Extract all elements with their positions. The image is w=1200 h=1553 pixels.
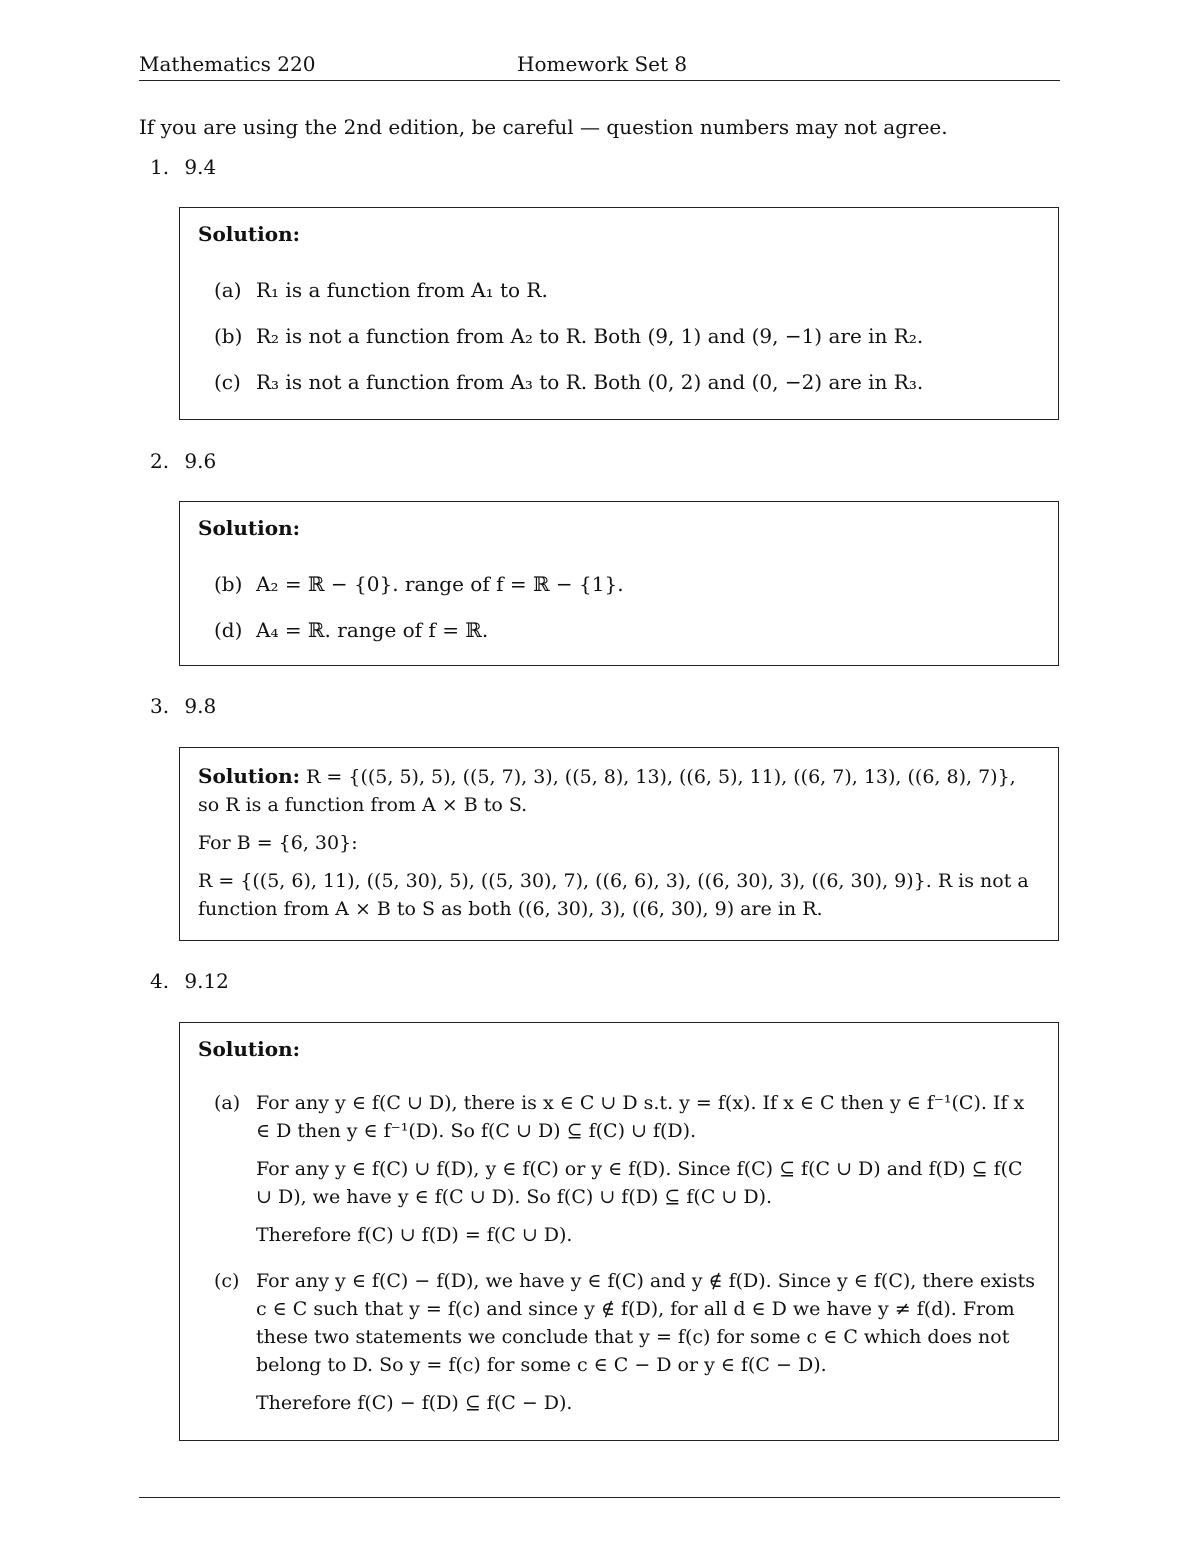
question-ref: 9.6 bbox=[184, 449, 217, 473]
item-paragraph: For any y ∈ f(C ∪ D), there is x ∈ C ∪ D s.t. y = f(x). If x ∈ C then y ∈ f⁻¹(C). If x ∈ D then y ∈ f⁻¹(D). So f(C ∪ D) ⊆ f(C) ∪ f(D). bbox=[256, 1092, 1025, 1142]
item-paragraph: Therefore f(C) − f(D) ⊆ f(C − D). bbox=[256, 1392, 573, 1414]
solution-paragraph bbox=[198, 762, 1040, 819]
item-text: A₄ = ℝ. range of f = ℝ. bbox=[256, 618, 489, 642]
solution-paragraph: For B = {6, 30}: bbox=[198, 832, 358, 854]
homework-title: Homework Set 8 bbox=[517, 52, 688, 76]
item-text: R₁ is a function from A₁ to R. bbox=[256, 278, 548, 302]
question-number: 2. bbox=[150, 449, 170, 473]
solution-text: R = {((5, 5), 5), ((5, 7), 3), ((5, 8), 13), ((6, 5), 11), ((6, 7), 13), ((6, 8), 7)}, so R is a function from A × B to S. bbox=[198, 766, 1016, 816]
item-label: (c) bbox=[214, 370, 241, 394]
question-4-heading bbox=[150, 969, 229, 993]
intro-note: If you are using the 2nd edition, be careful — question numbers may not agree. bbox=[139, 115, 948, 139]
question-ref: 9.12 bbox=[184, 969, 229, 993]
item-paragraph: For any y ∈ f(C) ∪ f(D), y ∈ f(C) or y ∈ f(D). Since f(C) ⊆ f(C ∪ D) and f(D) ⊆ f(C ∪ D), we have y ∈ f(C ∪ D). So f(C) ∪ f(D) ⊆ f(C ∪ D). bbox=[256, 1158, 1023, 1208]
solution-item-a bbox=[198, 1089, 1040, 1249]
question-number: 4. bbox=[150, 969, 170, 993]
solution-box-1 bbox=[179, 207, 1059, 420]
solution-paragraph: R = {((5, 6), 11), ((5, 30), 5), ((5, 30), 7), ((6, 6), 3), ((6, 30), 3), ((6, 30), 9)}. R is not a function from A × B to S as both ((6, 30), 3), ((6, 30), 9) are in R. bbox=[198, 870, 1029, 920]
item-paragraph: Therefore f(C) ∪ f(D) = f(C ∪ D). bbox=[256, 1224, 573, 1246]
question-ref: 9.4 bbox=[184, 155, 217, 179]
question-1-heading bbox=[150, 155, 216, 179]
item-label: (c) bbox=[214, 1270, 240, 1292]
solution-box-2 bbox=[179, 501, 1059, 666]
question-3-heading bbox=[150, 694, 216, 718]
item-label: (b) bbox=[214, 572, 243, 596]
item-paragraph: For any y ∈ f(C) − f(D), we have y ∈ f(C) and y ∉ f(D). Since y ∈ f(C), there exists c ∈ C such that y = f(c) and since y ∉ f(D), for all d ∈ D we have y ≠ f(d). From these two statements we conclude that y = f(c) for some c ∈ C which does not belong to D. So y = f(c) for some c ∈ C − D or y ∈ f(C − D). bbox=[256, 1270, 1035, 1376]
solution-label: Solution: bbox=[198, 222, 301, 246]
question-ref: 9.8 bbox=[184, 694, 217, 718]
solution-box-3 bbox=[179, 747, 1059, 941]
footer-rule bbox=[139, 1497, 1060, 1498]
item-text: R₂ is not a function from A₂ to R. Both (9, 1) and (9, −1) are in R₂. bbox=[256, 324, 924, 348]
solution-item bbox=[198, 276, 1040, 304]
solution-item bbox=[198, 616, 1040, 644]
solution-label: Solution: bbox=[198, 764, 301, 788]
question-number: 3. bbox=[150, 694, 170, 718]
course-title: Mathematics 220 bbox=[139, 52, 316, 76]
item-label: (a) bbox=[214, 278, 242, 302]
solution-item bbox=[198, 368, 1040, 396]
solution-item bbox=[198, 322, 1040, 350]
solution-label: Solution: bbox=[198, 1037, 301, 1061]
item-label: (a) bbox=[214, 1092, 241, 1114]
item-label: (d) bbox=[214, 618, 243, 642]
item-label: (b) bbox=[214, 324, 243, 348]
question-number: 1. bbox=[150, 155, 170, 179]
solution-item bbox=[198, 570, 1040, 598]
item-text: A₂ = ℝ − {0}. range of f = ℝ − {1}. bbox=[256, 572, 624, 596]
solution-label: Solution: bbox=[198, 516, 301, 540]
item-text: R₃ is not a function from A₃ to R. Both (0, 2) and (0, −2) are in R₃. bbox=[256, 370, 924, 394]
solution-item-c bbox=[198, 1267, 1040, 1417]
solution-box-4 bbox=[179, 1022, 1059, 1441]
page-header bbox=[139, 52, 1060, 81]
question-2-heading bbox=[150, 449, 216, 473]
